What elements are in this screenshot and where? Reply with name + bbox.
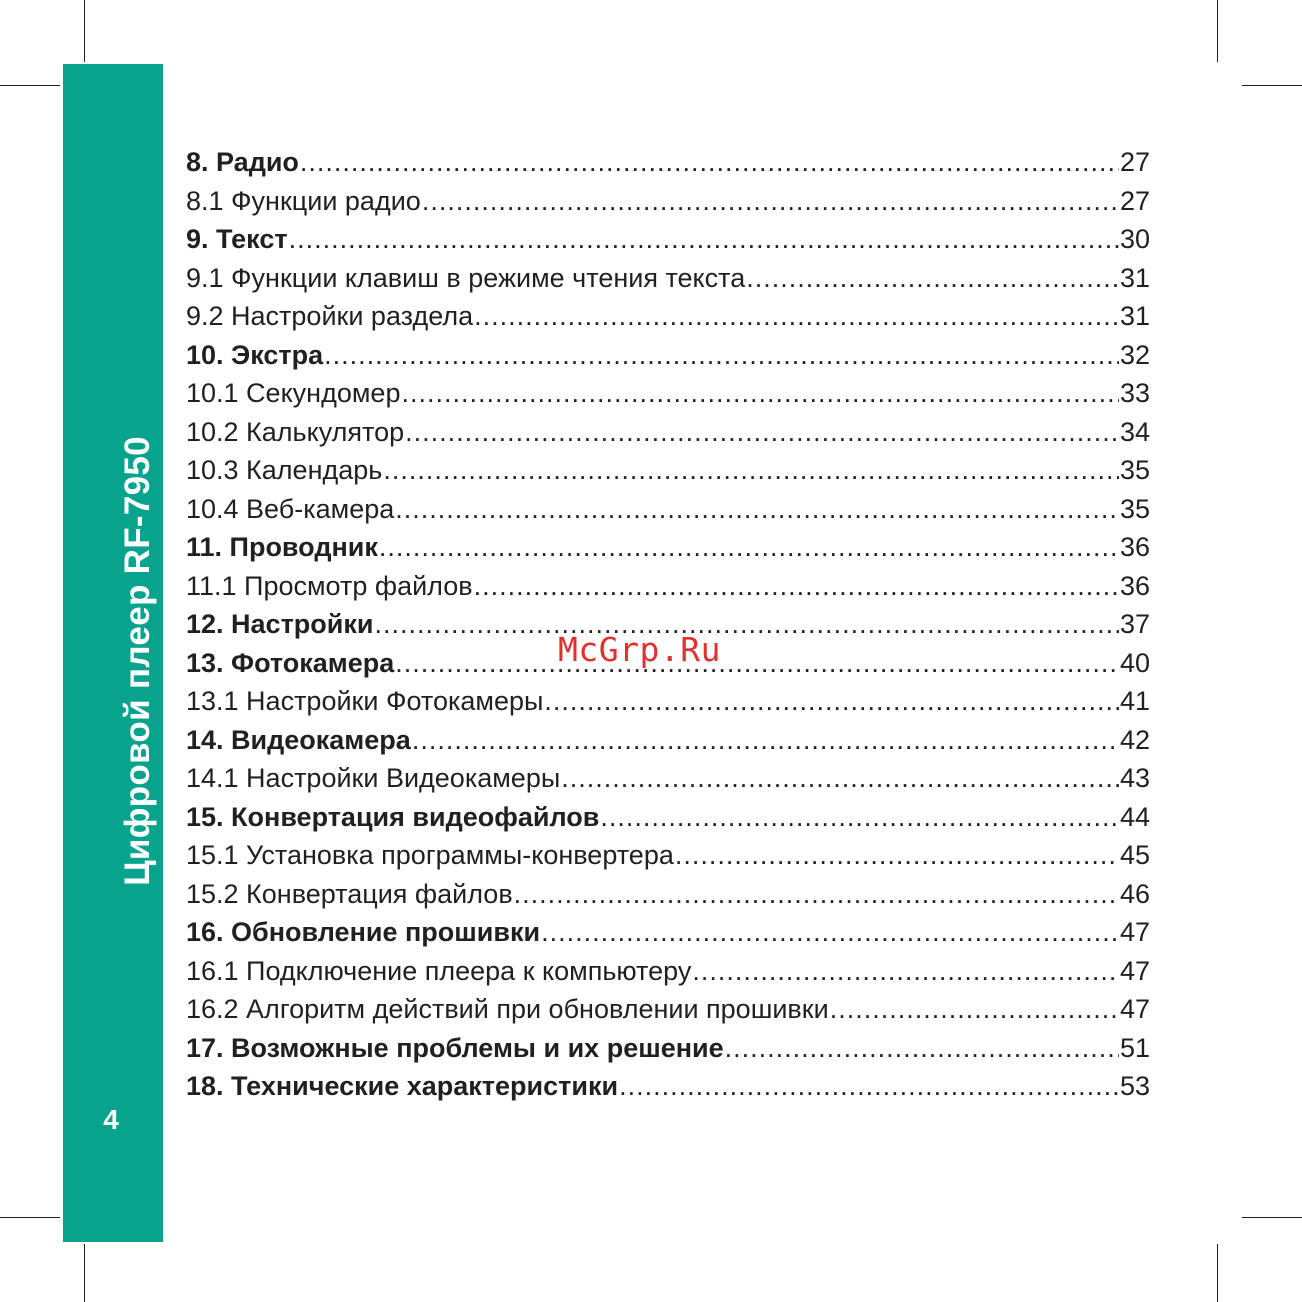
toc-entry-title: 18. Технические характеристики xyxy=(186,1071,619,1101)
toc-leader-dots xyxy=(395,644,1119,683)
toc-leader-dots xyxy=(541,913,1119,952)
toc-entry-page: 34 xyxy=(1119,416,1150,447)
toc-entry-title: 15. Конвертация видеофайлов xyxy=(186,801,600,832)
toc-leader-dots xyxy=(474,567,1119,606)
toc-entry-page: 37 xyxy=(1119,609,1150,639)
crop-mark xyxy=(84,1244,85,1302)
toc-entry-title: 14.1 Настройки Видеокамеры xyxy=(186,763,561,793)
toc-entry[interactable] xyxy=(186,952,1150,991)
toc-leader-dots xyxy=(725,1029,1119,1068)
toc-entry-page: 53 xyxy=(1119,1071,1150,1101)
toc-leader-dots xyxy=(746,259,1119,298)
crop-mark xyxy=(0,85,60,86)
toc-leader-dots xyxy=(830,990,1119,1029)
toc-leader-dots xyxy=(289,220,1119,259)
toc-entry[interactable] xyxy=(186,297,1150,336)
toc-entry-title: 9.1 Функции клавиш в режиме чтения текста xyxy=(186,262,746,293)
toc-entry-page: 30 xyxy=(1119,224,1150,254)
toc-entry-page: 47 xyxy=(1119,917,1150,947)
toc-entry-page: 31 xyxy=(1119,301,1150,331)
toc-entry-title: 10.3 Календарь xyxy=(186,455,383,485)
toc-entry[interactable] xyxy=(186,990,1150,1029)
toc-entry-title: 9.2 Настройки раздела xyxy=(186,301,474,331)
toc-leader-dots xyxy=(561,759,1119,798)
crop-mark xyxy=(84,0,85,62)
toc-leader-dots xyxy=(544,682,1119,721)
toc-entry[interactable] xyxy=(186,182,1150,221)
toc-leader-dots xyxy=(514,875,1119,914)
toc-entry-title: 13. Фотокамера xyxy=(186,647,395,678)
toc-entry-title: 15.2 Конвертация файлов xyxy=(186,878,513,909)
toc-entry-page: 43 xyxy=(1119,763,1150,793)
toc-entry-page: 35 xyxy=(1119,493,1150,524)
toc-entry-title: 10.4 Веб-камера xyxy=(186,493,395,524)
table-of-contents xyxy=(186,143,1150,1106)
toc-entry-title: 17. Возможные проблемы и их решение xyxy=(186,1032,724,1063)
toc-entry-page: 35 xyxy=(1119,455,1150,485)
toc-leader-dots xyxy=(412,721,1119,760)
toc-entry[interactable] xyxy=(186,1029,1150,1068)
toc-entry-title: 12. Настройки xyxy=(186,609,374,639)
toc-leader-dots xyxy=(324,336,1119,375)
toc-entry[interactable] xyxy=(186,143,1150,182)
crop-mark xyxy=(1217,0,1218,62)
toc-entry-title: 8. Радио xyxy=(186,147,299,177)
toc-entry-page: 46 xyxy=(1119,878,1150,909)
toc-entry-title: 15.1 Установка программы-конвертера xyxy=(186,840,674,870)
toc-leader-dots xyxy=(675,836,1119,875)
toc-leader-dots xyxy=(300,143,1119,182)
toc-entry[interactable] xyxy=(186,336,1150,375)
toc-leader-dots xyxy=(692,952,1119,991)
toc-entry-title: 14. Видеокамера xyxy=(186,724,411,755)
toc-entry[interactable] xyxy=(186,451,1150,490)
toc-entry[interactable] xyxy=(186,413,1150,452)
toc-leader-dots xyxy=(405,413,1119,452)
sidebar-title: Цифровой плеер RF-7950 xyxy=(118,436,157,886)
toc-entry[interactable] xyxy=(186,374,1150,413)
crop-mark xyxy=(0,1217,60,1218)
toc-entry-title: 16. Обновление прошивки xyxy=(186,917,541,947)
toc-entry[interactable] xyxy=(186,490,1150,529)
toc-entry-page: 33 xyxy=(1119,378,1150,408)
toc-entry-title: 13.1 Настройки Фотокамеры xyxy=(186,686,544,716)
toc-entry-page: 41 xyxy=(1119,686,1150,716)
toc-entry[interactable] xyxy=(186,721,1150,760)
toc-entry[interactable] xyxy=(186,836,1150,875)
toc-entry[interactable] xyxy=(186,875,1150,914)
toc-entry-page: 44 xyxy=(1119,801,1150,832)
toc-entry[interactable] xyxy=(186,220,1150,259)
toc-entry-title: 16.1 Подключение плеера к компьютеру xyxy=(186,955,692,986)
toc-leader-dots xyxy=(395,490,1119,529)
toc-entry[interactable] xyxy=(186,682,1150,721)
toc-leader-dots xyxy=(600,798,1119,837)
toc-entry-title: 10.1 Секундомер xyxy=(186,378,401,408)
toc-leader-dots xyxy=(383,451,1119,490)
toc-entry-title: 10.2 Калькулятор xyxy=(186,416,405,447)
toc-entry-title: 16.2 Алгоритм действий при обновлении прошивки xyxy=(186,994,829,1024)
toc-entry[interactable] xyxy=(186,567,1150,606)
toc-entry-page: 27 xyxy=(1119,185,1150,216)
crop-mark xyxy=(1242,1217,1302,1218)
toc-entry-title: 11. Проводник xyxy=(186,532,378,562)
toc-entry-title: 10. Экстра xyxy=(186,339,324,370)
toc-entry[interactable] xyxy=(186,798,1150,837)
toc-entry-title: 8.1 Функции радио xyxy=(186,185,421,216)
toc-entry-page: 42 xyxy=(1119,724,1150,755)
toc-entry-page: 27 xyxy=(1119,147,1150,177)
toc-entry-page: 31 xyxy=(1119,262,1150,293)
toc-entry-page: 51 xyxy=(1119,1032,1150,1063)
watermark: McGrp.Ru xyxy=(558,630,721,669)
toc-entry-page: 40 xyxy=(1119,647,1150,678)
toc-entry-page: 45 xyxy=(1119,840,1150,870)
toc-leader-dots xyxy=(422,182,1119,221)
toc-entry-page: 36 xyxy=(1119,532,1150,562)
toc-entry[interactable] xyxy=(186,528,1150,567)
toc-leader-dots xyxy=(619,1067,1119,1106)
crop-mark xyxy=(1242,85,1302,86)
toc-leader-dots xyxy=(401,374,1118,413)
toc-entry[interactable] xyxy=(186,913,1150,952)
crop-mark xyxy=(1217,1244,1218,1302)
toc-entry-page: 32 xyxy=(1119,339,1150,370)
toc-entry-page: 36 xyxy=(1119,570,1150,601)
toc-leader-dots xyxy=(374,605,1118,644)
toc-leader-dots xyxy=(379,528,1119,567)
toc-entry-title: 9. Текст xyxy=(186,224,288,254)
toc-entry-page: 47 xyxy=(1119,994,1150,1024)
toc-entry-page: 47 xyxy=(1119,955,1150,986)
toc-entry-title: 11.1 Просмотр файлов xyxy=(186,570,473,601)
page-number: 4 xyxy=(103,1104,119,1135)
toc-entry[interactable] xyxy=(186,759,1150,798)
toc-entry[interactable] xyxy=(186,259,1150,298)
toc-entry[interactable] xyxy=(186,1067,1150,1106)
toc-leader-dots xyxy=(474,297,1119,336)
